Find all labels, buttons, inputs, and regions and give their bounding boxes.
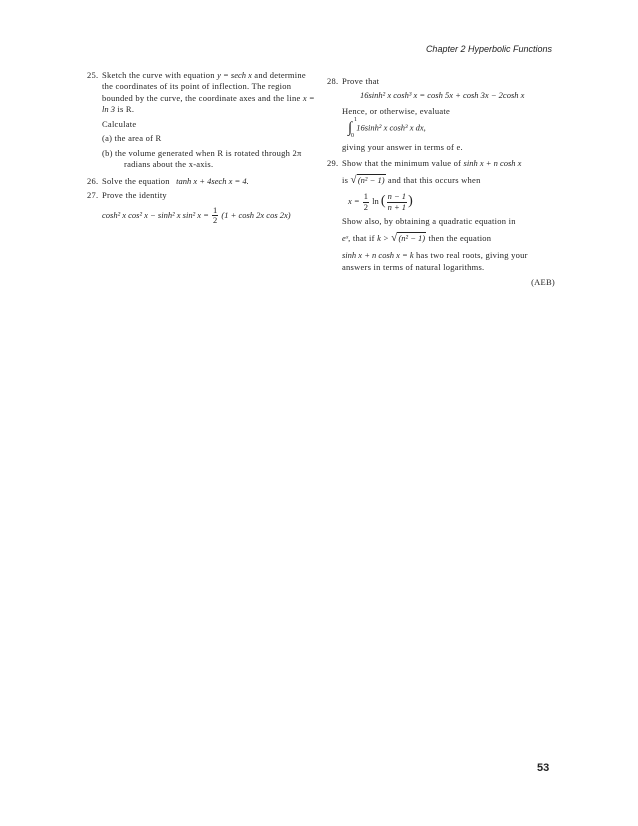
integral-sign: ∫ 1 0 [348,117,357,140]
part-b: (b) the volume generated when R is rotated through 2π radians about the x-axis. [102,147,302,170]
ln-denominator: n + 1 [387,201,407,212]
sqrt-radicand: (n² − 1) [398,233,426,244]
ln-label: ln [372,195,379,206]
part-a: (a) the area of R [102,133,162,144]
question-number: 26. [87,175,99,186]
question-text: Sketch the curve with equation [102,70,215,80]
question-27 [87,190,315,225]
equation: y = sech x [217,70,252,80]
question-28 [327,76,555,154]
left-column [87,70,315,225]
question-26 [87,176,315,187]
sqrt-radicand: (n² − 1) [357,175,385,186]
identity-rhs: (1 + cosh 2x cos 2x) [221,209,291,220]
sqrt-sign: √ [391,232,398,245]
question-text: Prove that [342,76,380,86]
question-number: 25. [87,70,99,80]
integral-upper-limit: 1 [354,117,357,124]
question-number: 27. [87,190,99,201]
identity-lhs: cosh² x cos² x − sinh² x sin² x = [102,209,209,220]
question-number: 28. [327,76,339,86]
fraction-half [363,192,369,212]
question-text: is R. [117,104,135,115]
question-text: then the equation [428,233,492,244]
right-paren: ) [408,193,413,209]
equation: sinh x + n cosh x = k [342,250,414,261]
right-column [327,76,555,289]
question-text: Calculate [102,118,137,129]
fraction-numerator: 1 [363,191,369,202]
equation: tanh x + 4sech x = 4. [176,175,249,186]
equation: x = ln 3 [102,92,315,115]
ln-fraction [387,192,408,212]
x-equation [342,192,555,212]
running-header: Chapter 2 Hyperbolic Functions [425,44,552,54]
equation: 16sinh² x cosh³ x = cosh 5x + cosh 3x − 2cosh x [360,90,525,101]
question-number: 29. [327,157,339,168]
integral-lower-limit: 0 [351,133,354,140]
question-25 [87,70,315,171]
integrand: 16sinh² x cosh³ x dx, [356,122,426,133]
k-inequality: k > [377,233,389,244]
fraction-denominator: 2 [363,201,369,212]
question-text: Prove the identity [102,190,167,201]
fraction-denominator: 2 [213,215,218,226]
question-text: is [342,175,349,186]
e-to-x: eˣ [342,233,349,244]
x-equals: x = [348,195,360,206]
ln-numerator: n − 1 [387,191,407,202]
left-paren: ( [380,193,386,209]
question-29 [327,158,555,289]
question-text: giving your answer in terms of e. [342,142,463,153]
question-text: and determine the coordinates of its point of inflection. The region bounded by the curve, the coordinate axes and the line [102,70,306,103]
question-text: Show also, by obtaining a quadratic equation in [342,215,516,226]
question-text: and that this occurs when [387,175,481,186]
sqrt-sign: √ [350,174,357,187]
question-text: Show that the minimum value of [342,157,462,168]
question-text: Hence, or otherwise, evaluate [342,105,451,116]
source-attribution: (AEB) [531,277,555,288]
question-text: , that if [348,233,375,244]
integral-expression [342,117,555,140]
question-text: has two real roots, giving your answers in terms of natural logarithms. [342,250,528,272]
question-text: Solve the equation [102,175,170,186]
expression: sinh x + n cosh x [463,157,522,168]
fraction-numerator: 1 [213,204,218,215]
identity-equation [102,206,315,226]
fraction-half [212,206,218,226]
page-number: 53 [537,762,550,774]
